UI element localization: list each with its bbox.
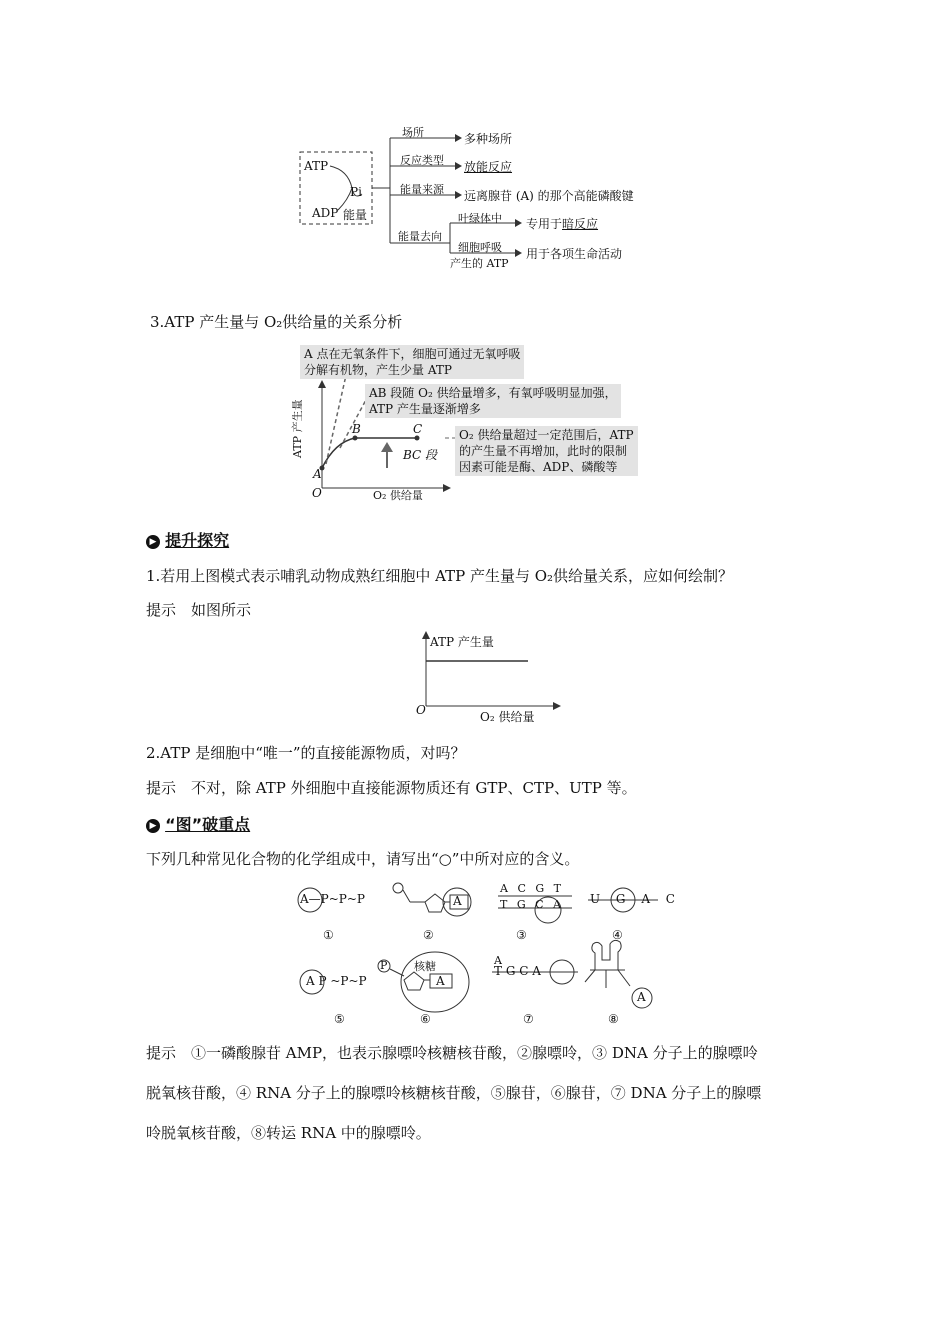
play-icon: ▶ bbox=[146, 535, 160, 549]
explore-heading-text: 提升探究 bbox=[165, 531, 230, 550]
sub-label-respiration-2: 产生的 ATP bbox=[450, 257, 509, 270]
row-value-place: 多种场所 bbox=[464, 132, 513, 146]
answer-1: 提示 如图所示 bbox=[146, 601, 252, 619]
row-label-source: 能量来源 bbox=[400, 183, 444, 196]
question-2: 2.ATP 是细胞中“唯一”的直接能源物质，对吗？ bbox=[146, 744, 466, 762]
callout-a-line1: A 点在无氧条件下，细胞可通过无氧呼吸 bbox=[304, 347, 521, 361]
graph2-x-label: O₂ 供给量 bbox=[480, 710, 535, 724]
compound-diagrams bbox=[290, 878, 681, 1028]
diagram6-sugar: 核糖 bbox=[414, 960, 436, 973]
explore-heading bbox=[146, 528, 229, 551]
label-1: ① bbox=[323, 928, 334, 942]
label-8: ⑧ bbox=[608, 1012, 619, 1026]
bc-label: BC 段 bbox=[403, 448, 438, 462]
energy-label: 能量 bbox=[343, 208, 368, 222]
graph1-x-label: O₂ 供给量 bbox=[373, 489, 423, 502]
callout-segment-bc bbox=[455, 426, 638, 476]
answer-line-3: 呤脱氧核苷酸，⑧转运 RNA 中的腺嘌呤。 bbox=[146, 1124, 431, 1142]
graph2-origin: O bbox=[416, 703, 426, 717]
label-3: ③ bbox=[516, 928, 527, 942]
diagram1-text: A—P~P~P bbox=[300, 892, 365, 906]
callout-bc-line1: O₂ 供给量超过一定范围后，ATP bbox=[459, 428, 634, 442]
graph1 bbox=[291, 340, 655, 510]
label-2: ② bbox=[423, 928, 434, 942]
section3-title: 3.ATP 产生量与 O₂供给量的关系分析 bbox=[150, 313, 403, 331]
question-1: 1.若用上图模式表示哺乳动物成熟红细胞中 ATP 产生量与 O₂供给量关系，应如何绘制？ bbox=[146, 567, 734, 585]
atp-concept-map bbox=[290, 118, 650, 268]
play-icon: ▶ bbox=[146, 819, 160, 833]
diagram6-a: A bbox=[436, 974, 445, 988]
pi-label: Pi bbox=[350, 185, 362, 199]
point-b: B bbox=[352, 422, 361, 436]
diagram6-p: P bbox=[380, 959, 388, 972]
diagram4-text: U G A C bbox=[590, 892, 681, 906]
figure-intro: 下列几种常见化合物的化学组成中，请写出“○”中所对应的含义。 bbox=[146, 850, 580, 868]
answer-line-1: 提示 ①一磷酸腺苷 AMP，也表示腺嘌呤核糖核苷酸，②腺嘌呤，③ DNA 分子上的腺嘌呤 bbox=[146, 1044, 758, 1062]
diagram8-a: A bbox=[637, 990, 646, 1004]
answer-2: 提示 不对，除 ATP 外细胞中直接能源物质还有 GTP、CTP、UTP 等。 bbox=[146, 779, 637, 797]
diagram5-text: A P ~P~P bbox=[306, 974, 367, 988]
row-value-type: 放能反应 bbox=[464, 160, 513, 174]
diagram7-top: A bbox=[494, 954, 502, 967]
atp-label: ATP bbox=[304, 159, 329, 173]
point-a: A bbox=[313, 467, 322, 481]
callout-bc-line2: 的产生量不再增加，此时的限制 bbox=[459, 444, 628, 458]
adp-label: ADP bbox=[312, 206, 339, 220]
diagram3-top: A C G T bbox=[500, 882, 564, 895]
graph1-y-label: ATP 产生量 bbox=[291, 399, 304, 458]
diagram3-bottom: T G C A bbox=[500, 898, 564, 911]
sub-label-chloroplast: 叶绿体中 bbox=[458, 212, 502, 225]
callout-bc-line3: 因素可能是酶、ADP、磷酸等 bbox=[459, 460, 618, 474]
callout-ab-line2: ATP 产生量逐渐增多 bbox=[369, 402, 481, 416]
diagram7-bottom: T G C A bbox=[494, 964, 541, 978]
sub-label-respiration: 细胞呼吸 bbox=[458, 241, 502, 254]
row-label-destination: 能量去向 bbox=[398, 230, 442, 243]
row-value-source: 远离腺苷 (A) 的那个高能磷酸键 bbox=[464, 189, 634, 203]
sub-value-chloroplast: 专用于暗反应 bbox=[526, 217, 599, 231]
row-label-place: 场所 bbox=[402, 126, 424, 139]
diagram2-a: A bbox=[453, 894, 462, 908]
answer-line-2: 脱氧核苷酸，④ RNA 分子上的腺嘌呤核糖核苷酸，⑤腺苷，⑥腺苷，⑦ DNA 分子上的腺嘌 bbox=[146, 1084, 762, 1102]
row-label-type: 反应类型 bbox=[400, 154, 444, 167]
label-4: ④ bbox=[612, 928, 623, 942]
figure-heading bbox=[146, 812, 250, 835]
callout-a-line2: 分解有机物，产生少量 ATP bbox=[304, 363, 452, 377]
figure-heading-text: “图”破重点 bbox=[165, 815, 251, 834]
label-6: ⑥ bbox=[420, 1012, 431, 1026]
callout-segment-ab bbox=[365, 384, 621, 418]
label-7: ⑦ bbox=[523, 1012, 534, 1026]
callout-ab-line1: AB 段随 O₂ 供给量增多，有氧呼吸明显加强， bbox=[369, 386, 617, 400]
graph1-origin: O bbox=[312, 486, 322, 500]
label-5: ⑤ bbox=[334, 1012, 345, 1026]
graph2 bbox=[410, 628, 570, 728]
point-c: C bbox=[413, 422, 423, 436]
callout-point-a bbox=[300, 345, 524, 379]
sub-value-respiration: 用于各项生命活动 bbox=[526, 247, 623, 261]
graph2-y-label: ATP 产生量 bbox=[430, 635, 494, 649]
